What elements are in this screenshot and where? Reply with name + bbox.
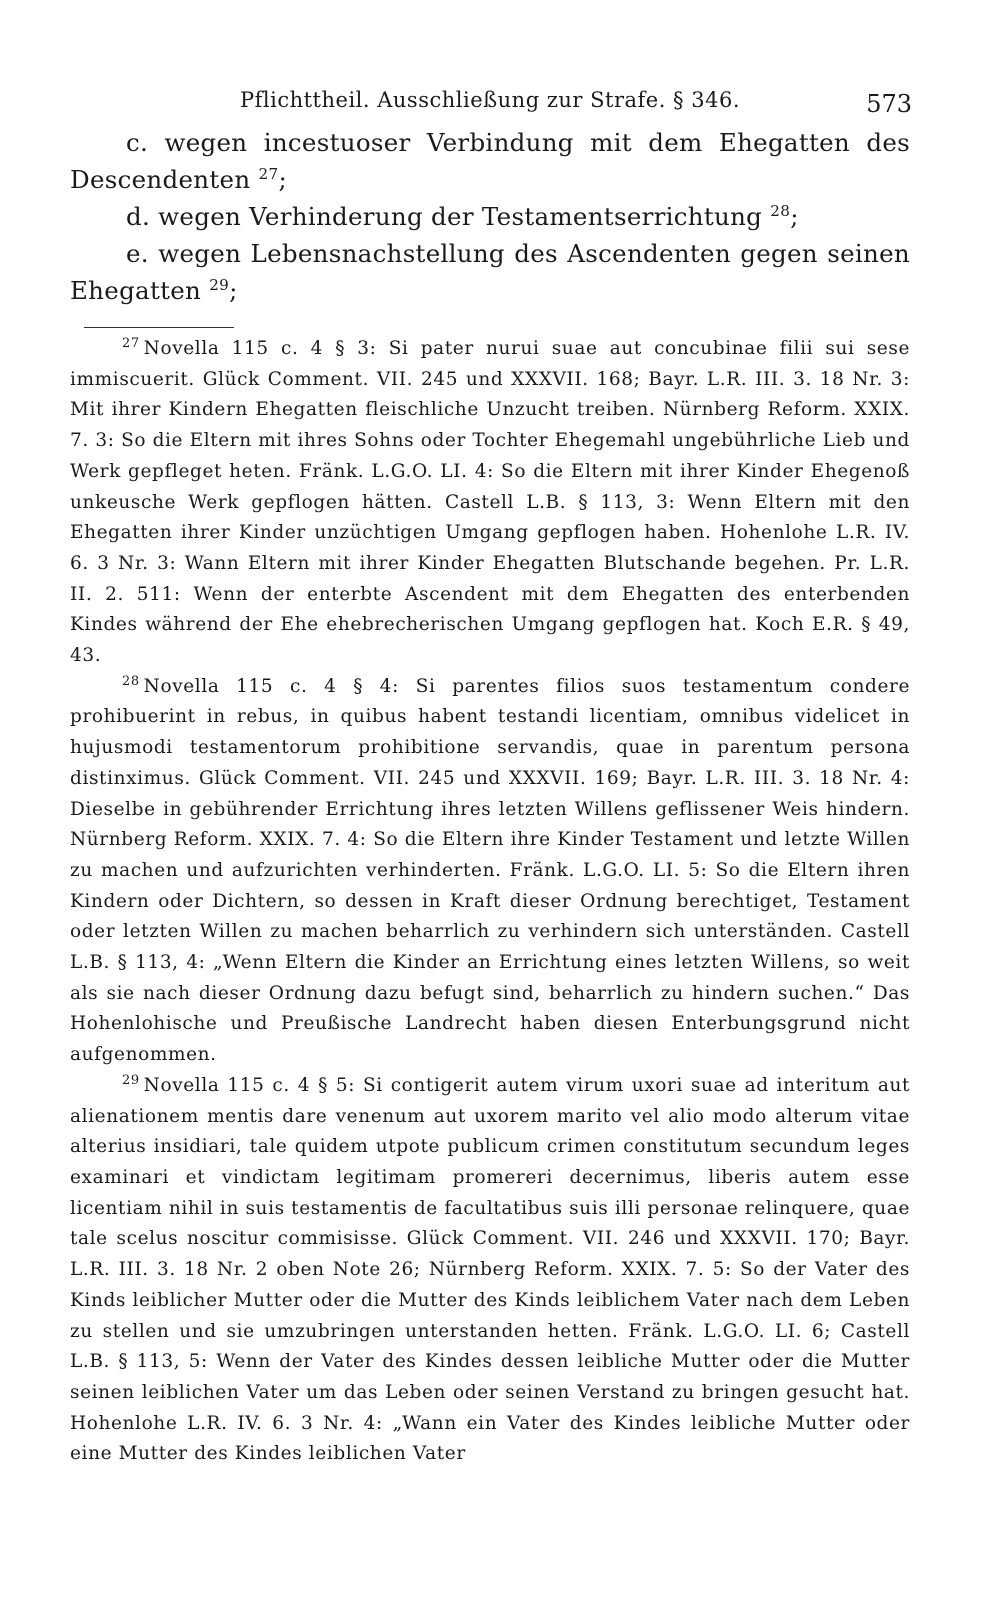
footnote-29 — [70, 1071, 910, 1470]
main-text — [70, 124, 910, 309]
footnote-ref-29: 29 — [209, 275, 230, 294]
list-item-c: c. wegen incestuoser Verbindung mit dem Ehegatten des Descendenten $^{27}$; — [70, 128, 910, 194]
running-head: Pflichttheil. Ausschließung zur Strafe. § 346. — [240, 88, 740, 112]
footnote-mark: 27 — [122, 335, 140, 351]
footnote-ref-27: 27 — [258, 164, 279, 183]
footnotes — [70, 334, 910, 1470]
page-number: 573 — [866, 90, 912, 118]
footnote-27 — [70, 334, 910, 672]
page-header — [70, 80, 910, 120]
footnote-mark: 29 — [122, 1072, 140, 1088]
book-page — [70, 80, 910, 1470]
footnote-mark: 28 — [122, 673, 140, 689]
list-item-d: d. wegen Verhinderung der Testamentserrichtung $^{28}$; — [126, 201, 799, 231]
footnote-text: Novella 115 c. 4 § 3: Si pater nurui suae aut concubinae filii sui sese immiscuerit. Glück Comment. VII. 245 und XXXVII. 168; Bayr. L.R. III. 3. 18 Nr. 3: Mit ihrer Kindern Ehegatten fleischliche Unzucht treiben. Nürnberg Reform. XXIX. 7. 3: So die Eltern mit ihres Sohns oder Tochter Ehegemahl ungebührliche Lieb und Werk gepfleget heten. Fränk. L.G.O. LI. 4: So die Eltern mit ihrer Kinder Ehegenoß unkeusche Werk gepflogen hätten. Castell L.B. § 113, 3: Wenn Eltern mit den Ehegatten ihrer Kinder unzüchtigen Umgang gepflogen haben. Hohenlohe L.R. IV. 6. 3 Nr. 3: Wann Eltern mit ihrer Kinder Ehegatten Blutschande begehen. Pr. L.R. II. 2. 511: Wenn der enterbte Ascendent mit dem Ehegatten des enterbenden Kindes während der Ehe ehebrecherischen Umgang gepflogen hat. Koch E.R. § 49, 43. — [70, 338, 910, 667]
footnote-text: Novella 115 c. 4 § 5: Si contigerit autem virum uxori suae ad interitum aut alienationem mentis dare venenum aut uxorem marito vel alio modo alterum vitae alterius insidiari, tale quidem utpote publicum crimen constitutum secundum leges examinari et vindictam legitimam promereri decernimus, liberis autem esse licentiam nihil in suis testamentis de facultatibus suis illi personae relinquere, quae tale scelus noscitur commisisse. Glück Comment. VII. 246 und XXXVII. 170; Bayr. L.R. III. 3. 18 Nr. 2 oben Note 26; Nürnberg Reform. XXIX. 7. 5: So der Vater des Kinds leiblicher Mutter oder die Mutter des Kinds leiblichem Vater nach dem Leben zu stellen und sie umzubringen unterstanden hetten. Fränk. L.G.O. LI. 6; Castell L.B. § 113, 5: Wenn der Vater des Kindes dessen leibliche Mutter oder die Mutter seinen leiblichen Vater um das Leben oder seinen Verstand zu bringen gesucht hat. Hohenlohe L.R. IV. 6. 3 Nr. 4: „Wann ein Vater des Kindes leibliche Mutter oder eine Mutter des Kindes leiblichen Vater — [70, 1074, 910, 1465]
footnote-ref-28: 28 — [770, 201, 791, 220]
list-item-e: e. wegen Lebensnachstellung des Ascendenten gegen seinen Ehegatten $^{29}$; — [70, 239, 910, 305]
footnote-text: Novella 115 c. 4 § 4: Si parentes filios suos testamentum condere prohibuerint in rebus, in quibus habent testandi licentiam, omnibus videlicet in hujusmodi testamentorum prohibitione servandis, quae in parentum persona distinximus. Glück Comment. VII. 245 und XXXVII. 169; Bayr. L.R. III. 3. 18 Nr. 4: Dieselbe in gebührender Errichtung ihres letzten Willens geflissener Weis hindern. Nürnberg Reform. XXIX. 7. 4: So die Eltern ihre Kinder Testament und letzte Willen zu machen und aufzurichten verhinderten. Fränk. L.G.O. LI. 5: So die Eltern ihren Kindern oder Dichtern, so dessen in Kraft dieser Ordnung berechtiget, Testament oder letzten Willen zu machen beharrlich zu verhindern sich unterständen. Castell L.B. § 113, 4: „Wenn Eltern die Kinder an Errichtung eines letzten Willens, so weit als sie nach dieser Ordnung dazu befugt sind, beharrlich zu hindern suchen.“ Das Hohenlohische und Preußische Landrecht haben diesen Enterbungsgrund nicht aufgenommen. — [70, 675, 910, 1066]
footnote-28 — [70, 672, 910, 1071]
footnote-divider — [84, 327, 234, 328]
